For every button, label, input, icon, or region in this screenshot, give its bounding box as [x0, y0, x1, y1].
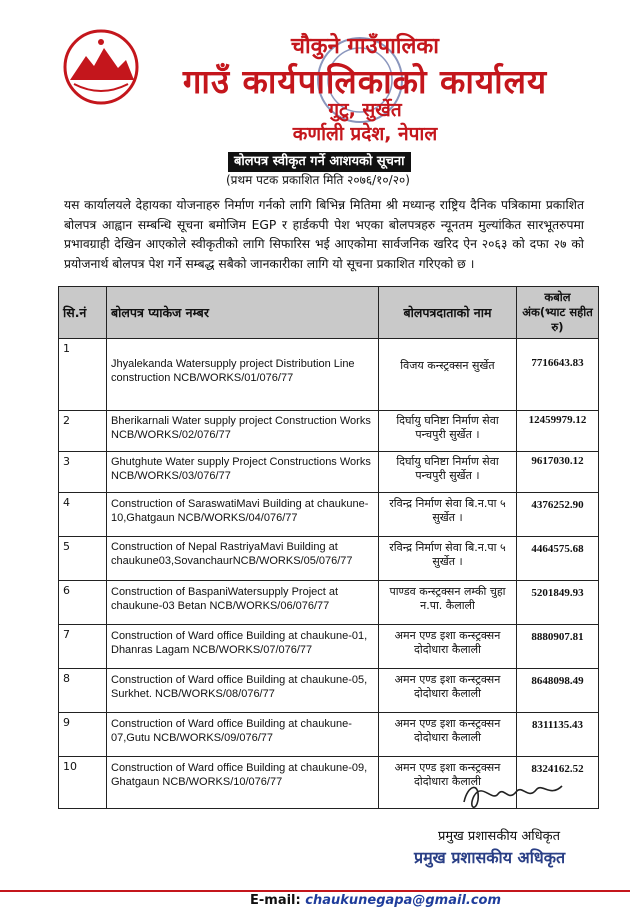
header-sn: सि.नं	[59, 287, 107, 339]
nepal-emblem-icon	[60, 28, 142, 106]
row-sn: 10	[59, 757, 107, 809]
row-bidder: अमन एण्ड इशा कन्स्ट्रक्सन दोदोधारा कैलाली	[379, 757, 517, 809]
row-bidder: दिर्घायु घनिष्टा निर्माण सेवा पन्चपुरी सुर्खेत ।	[379, 411, 517, 452]
row-package: Construction of SaraswatiMavi Building at chaukune-10,Ghatgaun NCB/WORKS/04/076/77	[107, 493, 379, 537]
row-package: Jhyalekanda Watersupply project Distribution Line construction NCB/WORKS/01/076/77	[107, 339, 379, 411]
letterhead	[0, 0, 630, 150]
email-address[interactable]: chaukunegapa@gmail.com	[305, 893, 502, 908]
row-amount: 4376252.90	[517, 493, 599, 537]
row-bidder: रविन्द्र निर्माण सेवा बि.न.पा ५ सुर्खेत ।	[379, 537, 517, 581]
table-row	[59, 339, 599, 411]
row-package: Construction of BaspaniWatersupply Project at chaukune-03 Betan NCB/WORKS/06/076/77	[107, 581, 379, 625]
email-label: E-mail:	[250, 893, 301, 908]
footer-email	[250, 893, 501, 908]
bid-table	[58, 286, 599, 809]
table-row	[59, 713, 599, 757]
row-sn: 7	[59, 625, 107, 669]
row-package: Construction of Ward office Building at chaukune-07,Gutu NCB/WORKS/09/076/77	[107, 713, 379, 757]
row-package: Construction of Ward office Building at chaukune-01, Dhanras Lagam NCB/WORKS/07/076/77	[107, 625, 379, 669]
row-bidder: पाण्डव कन्स्ट्रक्सन लम्की चुहा न.पा. कैलाली	[379, 581, 517, 625]
table-row	[59, 581, 599, 625]
notice-body: यस कार्यालयले देहायका योजनाहरु निर्माण गर्नको लागि बिभिन्न मितिमा श्री मध्यान्ह राष्ट्रिय दैनिक पत्रिकामा प्रकाशित बोलपत्र आह्वान सम्बन्धि सूचना बमोजिम EGP र हार्डकपी पेश भएका बोलपत्रहरु न्यूनतम मुल्यांकित सारभूतरुपमा प्रभावग्राही देखिन आएकोले स्वीकृतीको लागि सिफारिस भई आएकोमा सार्वजनिक खरिद ऐन २०६३ को दफा २७ को प्रयोजनार्थ बोलपत्र पेश गर्ने सम्बद्ध सबैको जानकारीका लागि यो सूचना प्रकाशित गरिएको छ ।	[64, 198, 584, 271]
row-bidder: अमन एण्ड इशा कन्स्ट्रक्सन दोदोधारा कैलाली	[379, 669, 517, 713]
row-amount: 12459979.12	[517, 411, 599, 452]
table-row	[59, 537, 599, 581]
row-amount: 8324162.52	[517, 757, 599, 809]
row-amount: 7716643.83	[517, 339, 599, 411]
signatory-title: प्रमुख प्रशासकीय अधिकृत	[438, 829, 561, 844]
signatory-stamp: प्रमुख प्रशासकीय अधिकृत	[414, 848, 566, 867]
row-sn: 6	[59, 581, 107, 625]
row-sn: 2	[59, 411, 107, 452]
table-row	[59, 493, 599, 537]
row-package: Construction of Ward office Building at chaukune-09, Ghatgaun NCB/WORKS/10/076/77	[107, 757, 379, 809]
row-bidder: दिर्घायु घनिष्टा निर्माण सेवा पन्चपुरी सुर्खेत ।	[379, 452, 517, 493]
row-amount: 5201849.93	[517, 581, 599, 625]
row-sn: 8	[59, 669, 107, 713]
header-amount: कबोल अंक(भ्याट सहीत रु)	[517, 287, 599, 339]
table-row	[59, 625, 599, 669]
row-sn: 4	[59, 493, 107, 537]
row-bidder: अमन एण्ड इशा कन्स्ट्रक्सन दोदोधारा कैलाली	[379, 625, 517, 669]
notice-subtitle: (प्रथम पटक प्रकाशित मिति २०७६/१०/२०)	[226, 173, 410, 187]
header-package: बोलपत्र प्याकेज नम्बर	[107, 287, 379, 339]
row-sn: 5	[59, 537, 107, 581]
row-bidder: अमन एण्ड इशा कन्स्ट्रक्सन दोदोधारा कैलाली	[379, 713, 517, 757]
row-bidder: विजय कन्स्ट्रक्सन सुर्खेत	[379, 339, 517, 411]
table-row	[59, 669, 599, 713]
row-package: Construction of Nepal RastriyaMavi Building at chaukune03,SovanchaurNCB/WORKS/05/076/77	[107, 537, 379, 581]
office-address: गुटु, सुर्खेत	[328, 99, 402, 121]
table-header-row	[59, 287, 599, 339]
row-amount: 8648098.49	[517, 669, 599, 713]
footer-divider	[0, 890, 630, 892]
table-row	[59, 411, 599, 452]
row-sn: 9	[59, 713, 107, 757]
office-name: गाउँ कार्यपालिकाको कार्यालय	[182, 62, 548, 101]
province-name: कर्णाली प्रदेश, नेपाल	[292, 123, 438, 145]
row-bidder: रविन्द्र निर्माण सेवा बि.न.पा ५ सुर्खेत ।	[379, 493, 517, 537]
row-amount: 8880907.81	[517, 625, 599, 669]
table-row	[59, 452, 599, 493]
municipality-name: चौकुने गाउँपालिका	[291, 34, 439, 59]
header-bidder: बोलपत्रदाताको नाम	[379, 287, 517, 339]
handwritten-signature	[458, 772, 568, 820]
row-package: Construction of Ward office Building at chaukune-05, Surkhet. NCB/WORKS/08/076/77	[107, 669, 379, 713]
row-amount: 8311135.43	[517, 713, 599, 757]
row-amount: 9617030.12	[517, 452, 599, 493]
row-sn: 1	[59, 339, 107, 411]
row-package: Bherikarnali Water supply project Construction Works NCB/WORKS/02/076/77	[107, 411, 379, 452]
row-package: Ghutghute Water supply Project Constructions Works NCB/WORKS/03/076/77	[107, 452, 379, 493]
row-sn: 3	[59, 452, 107, 493]
notice-title: बोलपत्र स्वीकृत गर्ने आशयको सूचना	[228, 152, 411, 172]
row-amount: 4464575.68	[517, 537, 599, 581]
